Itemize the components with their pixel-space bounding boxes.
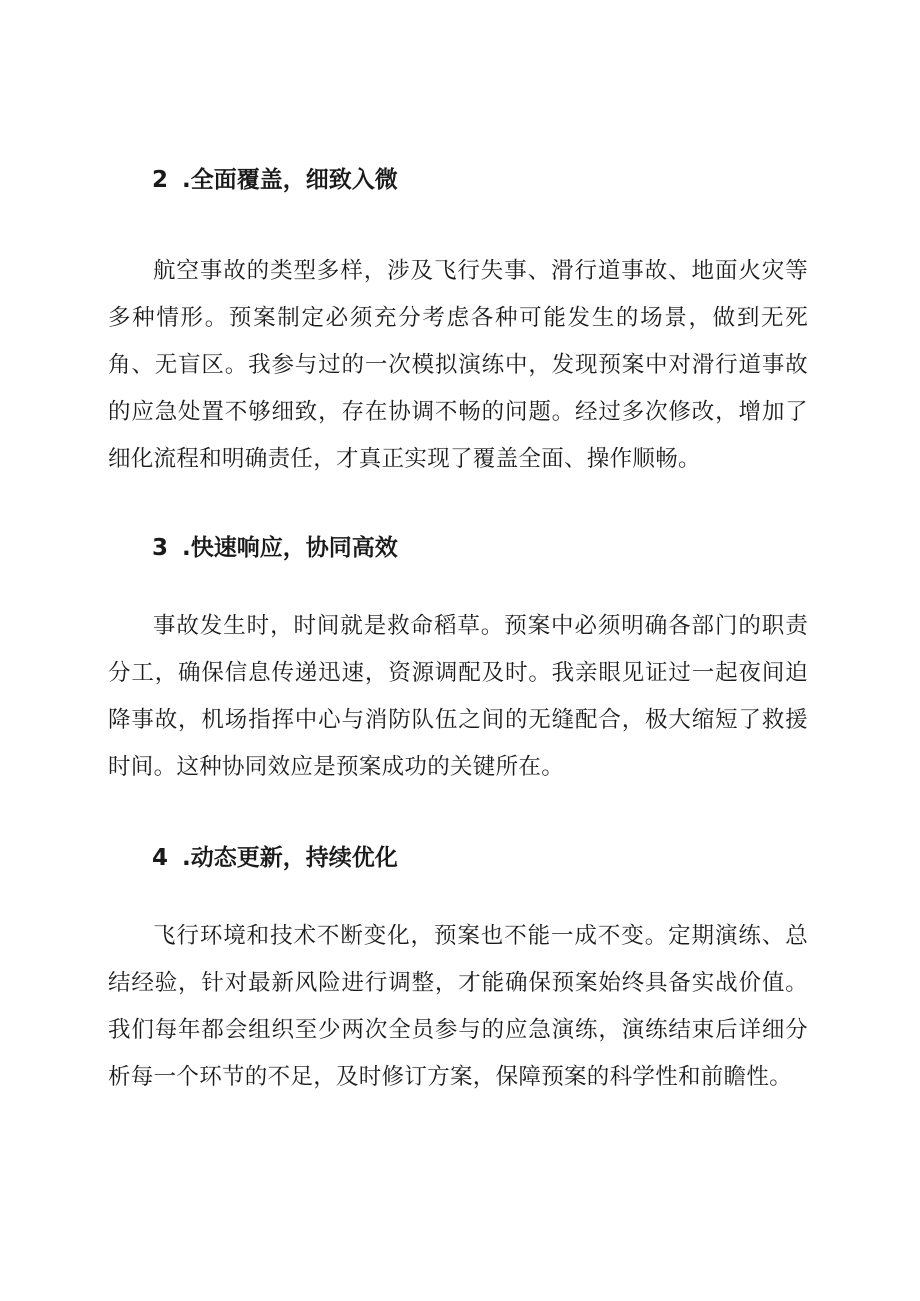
section-heading-3: [152, 534, 398, 562]
section-number: 2: [152, 167, 169, 193]
section-paragraph-3: 事故发生时，时间就是救命稻草。预案中必须明确各部门的职责分工，确保信息传递迅速，资源调配及时。我亲眼见证过一起夜间迫降事故，机场指挥中心与消防队伍之间的无缝配合，极大缩短了救援时间。这种协同效应是预案成功的关键所在。: [108, 613, 808, 780]
section-number: 4: [152, 845, 169, 871]
section-number: 3: [152, 535, 169, 561]
section-paragraph-2: 航空事故的类型多样，涉及飞行失事、滑行道事故、地面火灾等多种情形。预案制定必须充分考虑各种可能发生的场景，做到无死角、无盲区。我参与过的一次模拟演练中，发现预案中对滑行道事故的应急处置不够细致，存在协调不畅的问题。经过多次修改，增加了细化流程和明确责任，才真正实现了覆盖全面、操作顺畅。: [108, 258, 808, 472]
section-title: .快速响应，协同高效: [182, 535, 398, 561]
section-title: .全面覆盖，细致入微: [182, 167, 398, 193]
section-title: .动态更新，持续优化: [182, 845, 398, 871]
section-heading-4: [152, 844, 398, 872]
section-paragraph-4: 飞行环境和技术不断变化，预案也不能一成不变。定期演练、总结经验，针对最新风险进行调整，才能确保预案始终具备实战价值。我们每年都会组织至少两次全员参与的应急演练，演练结束后详细分析每一个环节的不足，及时修订方案，保障预案的科学性和前瞻性。: [108, 923, 808, 1090]
section-heading-2: [152, 166, 398, 194]
